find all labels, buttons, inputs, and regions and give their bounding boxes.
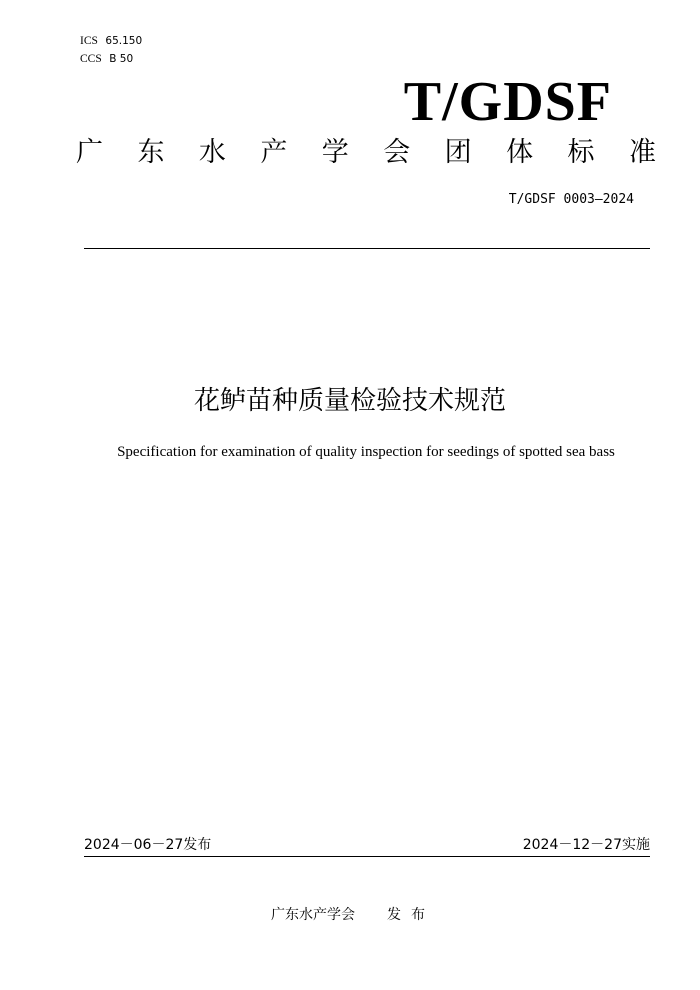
org-title-char: 产 (260, 137, 288, 168)
org-title-char: 标 (567, 137, 595, 168)
org-title-char: 准 (628, 137, 656, 168)
ics-classification (80, 34, 142, 48)
publisher-line (271, 905, 435, 925)
bottom-divider (84, 856, 650, 857)
publisher-name: 广东水产学会 (271, 907, 355, 923)
org-title-char: 体 (506, 137, 534, 168)
org-title-char: 东 (137, 137, 165, 168)
implement-date-line (523, 835, 650, 855)
standard-logo: T/GDSF (403, 71, 612, 133)
organization-standard-title (76, 134, 656, 172)
document-title-chinese: 花鲈苗种质量检验技术规范 (193, 386, 506, 416)
document-title-english: Specification for examination of quality inspection for seedings of spotted sea bass (117, 444, 615, 460)
ccs-classification (80, 52, 133, 66)
ics-value: 65.150 (105, 35, 143, 47)
org-title-char: 团 (444, 137, 472, 168)
org-title-char: 学 (321, 137, 349, 168)
standard-number: T/GDSF 0003—2024 (508, 192, 634, 207)
implement-date: 2024－12－27 (522, 837, 622, 853)
ccs-label: CCS (80, 53, 102, 65)
org-title-char: 水 (198, 137, 226, 168)
ics-label: ICS (80, 35, 98, 47)
publish-label: 发布 (183, 837, 212, 853)
top-divider (84, 248, 650, 249)
publish-date-line (84, 835, 211, 855)
ccs-value: B 50 (109, 53, 134, 65)
org-title-char: 会 (383, 137, 411, 168)
publish-date: 2024－06－27 (84, 837, 184, 853)
publisher-issue-label: 发布 (387, 907, 435, 923)
implement-label: 实施 (622, 837, 650, 853)
org-title-char: 广 (76, 137, 103, 168)
